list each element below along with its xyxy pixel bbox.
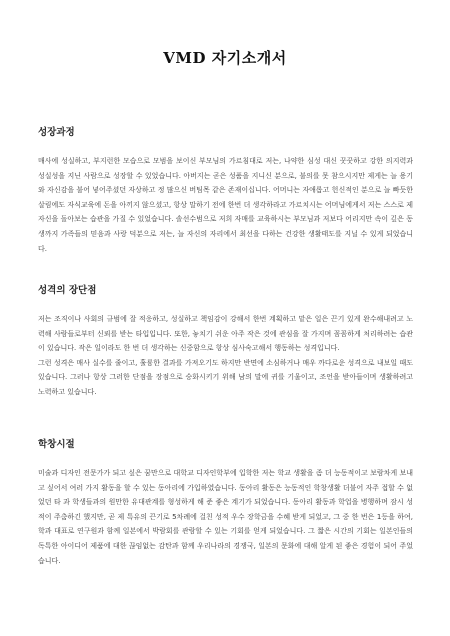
document-title: VMD 자기소개서	[163, 49, 287, 67]
section-growth	[38, 124, 413, 256]
section-heading: 성장과정	[38, 127, 75, 138]
paragraph: 저는 조직이나 사회의 규범에 잘 적응하고, 성실하고 책임감이 강해서 한번 계획하고 맡은 일은 끈기 있게 완수해내려고 노력해 사람들로부터 신뢰를 받는 타입입니다. 또한, 놓치기 쉬운 아주 작은 것에 관심을 잘 가지며 꼼꼼하게 처리하려는 습관이 있습니다. 작은 일이라도 한 번 더 생각하는 신중함으로 항상 심사숙고해서 행동하는 성격입니다.	[38, 315, 413, 353]
section-school-life	[38, 436, 413, 568]
section-body	[38, 466, 413, 568]
paragraph: 매사에 성실하고, 부지런한 모습으로 모범을 보이신 부모님의 가르침대로 저는, 나약한 심성 대신 꿋꿋하고 강한 의지력과 성실성을 지닌 사람으로 성장할 수 있었습니다. 아버지는 곧은 성품을 지니신 분으로, 불의를 못 참으시지만 제게는 늘 용기와 자신감을 불어 넣어주셨던 자상하고 정 많으신 버팀목 같은 존재이십니다. 어머니는 자애롭고 헌신적인 분으로 늘 빠듯한 살림에도 자식교육에 돈을 아끼지 않으셨고, 항상 말하기 전에 한번 더 생각하라고 가르치시는 어머님에게서 저는 스스로 제 자신을 돌아보는 습관을 가질 수 있었습니다. 솔선수범으로 저희 자매를 교육하시는 부모님과 저보다 어리지만 속이 깊은 동생까지 가족들의 믿음과 사랑 덕분으로 저는, 늘 자신의 자리에서 최선을 다하는 건강한 생활태도를 지닐 수 있게 되었습니다.	[38, 157, 413, 253]
section-body	[38, 312, 413, 400]
paragraph: 미술과 디자인 전문가가 되고 싶은 꿈만으로 대학교 디자인학부에 입학한 저는 학교 생활을 좀 더 능동적이고 보람차게 보내고 싶어서 여러 가지 활동을 할 수 있는 동아리에 가입하였습니다. 동아리 활동은 능동적인 학창생활 더불어 자주 접할 수 없었던 타 과 학생들과의 원만한 유대관계를 형성하게 해 준 좋은 계기가 되었습니다. 동아리 활동과 학업을 병행하며 잠시 성적이 주춤하긴 했지만, 곧 제 특유의 끈기로 5차례에 걸친 성적 우수 장학금을 수혜 받게 되었고, 그 중 한 번은 1등을 하여, 학과 대표로 연구원과 함께 일본에서 박람회를 관람할 수 있는 기회를 얻게 되었습니다. 그 짧은 시간의 기회는 일본인들의 독특한 아이디어 제품에 대한 끊임없는 감탄과 함께 우리나라의 경쟁국, 일본의 문화에 대해 알게 된 좋은 경험이 되어 주었습니다.	[38, 469, 413, 565]
paragraph: 그런 성격은 매사 실수를 줄이고, 훌륭한 결과를 가져오기도 하지만 반면에 소심하거나 매우 까다로운 성격으로 내보일 때도 있습니다. 그러나 항상 그러한 단점을 장점으로 승화시키기 위해 남의 말에 귀를 기울이고, 조언을 받아들이며 생활하려고 노력하고 있습니다.	[38, 358, 413, 396]
section-personality	[38, 282, 413, 400]
section-heading: 성격의 장단점	[38, 285, 97, 296]
section-body	[38, 154, 413, 256]
section-heading: 학창시절	[38, 439, 75, 450]
